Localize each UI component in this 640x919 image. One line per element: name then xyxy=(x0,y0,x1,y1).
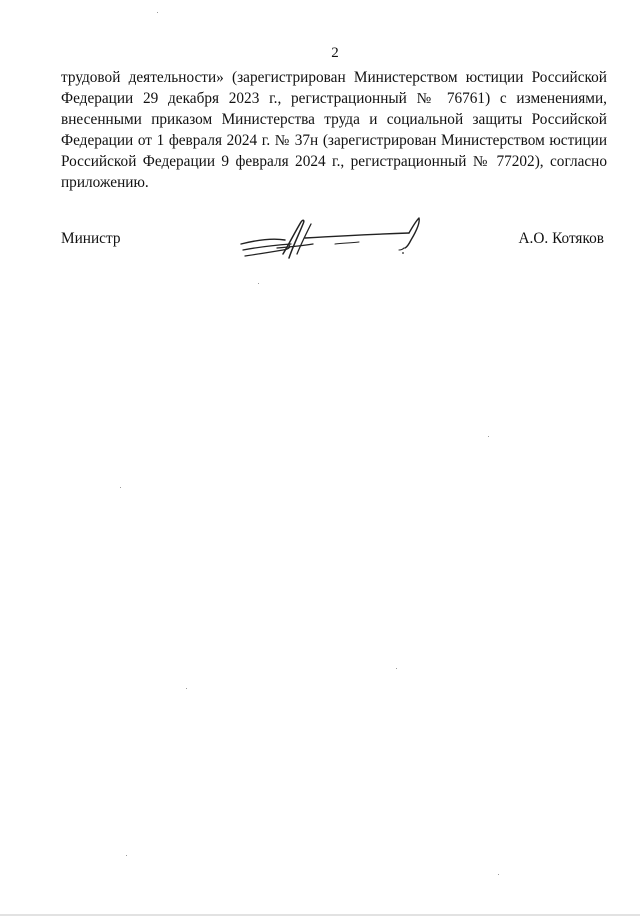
body-line: Российской Федерации 9 февраля 2024 г., регистрационный № 77202), согласно xyxy=(61,153,607,170)
body-line: трудовой деятельности» (зарегистрирован Министерством юстиции Российской xyxy=(61,69,607,86)
scan-speck xyxy=(157,12,158,13)
scan-speck xyxy=(258,283,259,284)
scan-speck xyxy=(498,874,499,875)
body-line: внесенными приказом Министерства труда и социальной защиты Российской xyxy=(61,111,607,128)
position-title: Министр xyxy=(61,230,121,247)
body-line: приложению. xyxy=(61,174,149,191)
page-number: 2 xyxy=(331,45,339,61)
scan-speck xyxy=(186,688,187,689)
body-line: Федерации 29 декабря 2023 г., регистрационный № 76761) с изменениями, xyxy=(61,90,607,107)
signatory-name: А.О. Котяков xyxy=(518,230,604,247)
scan-speck xyxy=(488,436,489,437)
handwritten-signature xyxy=(239,214,425,266)
scan-bottom-edge xyxy=(0,914,640,916)
scan-speck xyxy=(126,855,127,856)
scan-speck xyxy=(120,487,121,488)
body-line: Федерации от 1 февраля 2024 г. № 37н (зарегистрирован Министерством юстиции xyxy=(61,132,607,149)
signature-block xyxy=(61,226,607,266)
scan-speck xyxy=(396,668,397,669)
body-paragraph xyxy=(61,67,607,193)
